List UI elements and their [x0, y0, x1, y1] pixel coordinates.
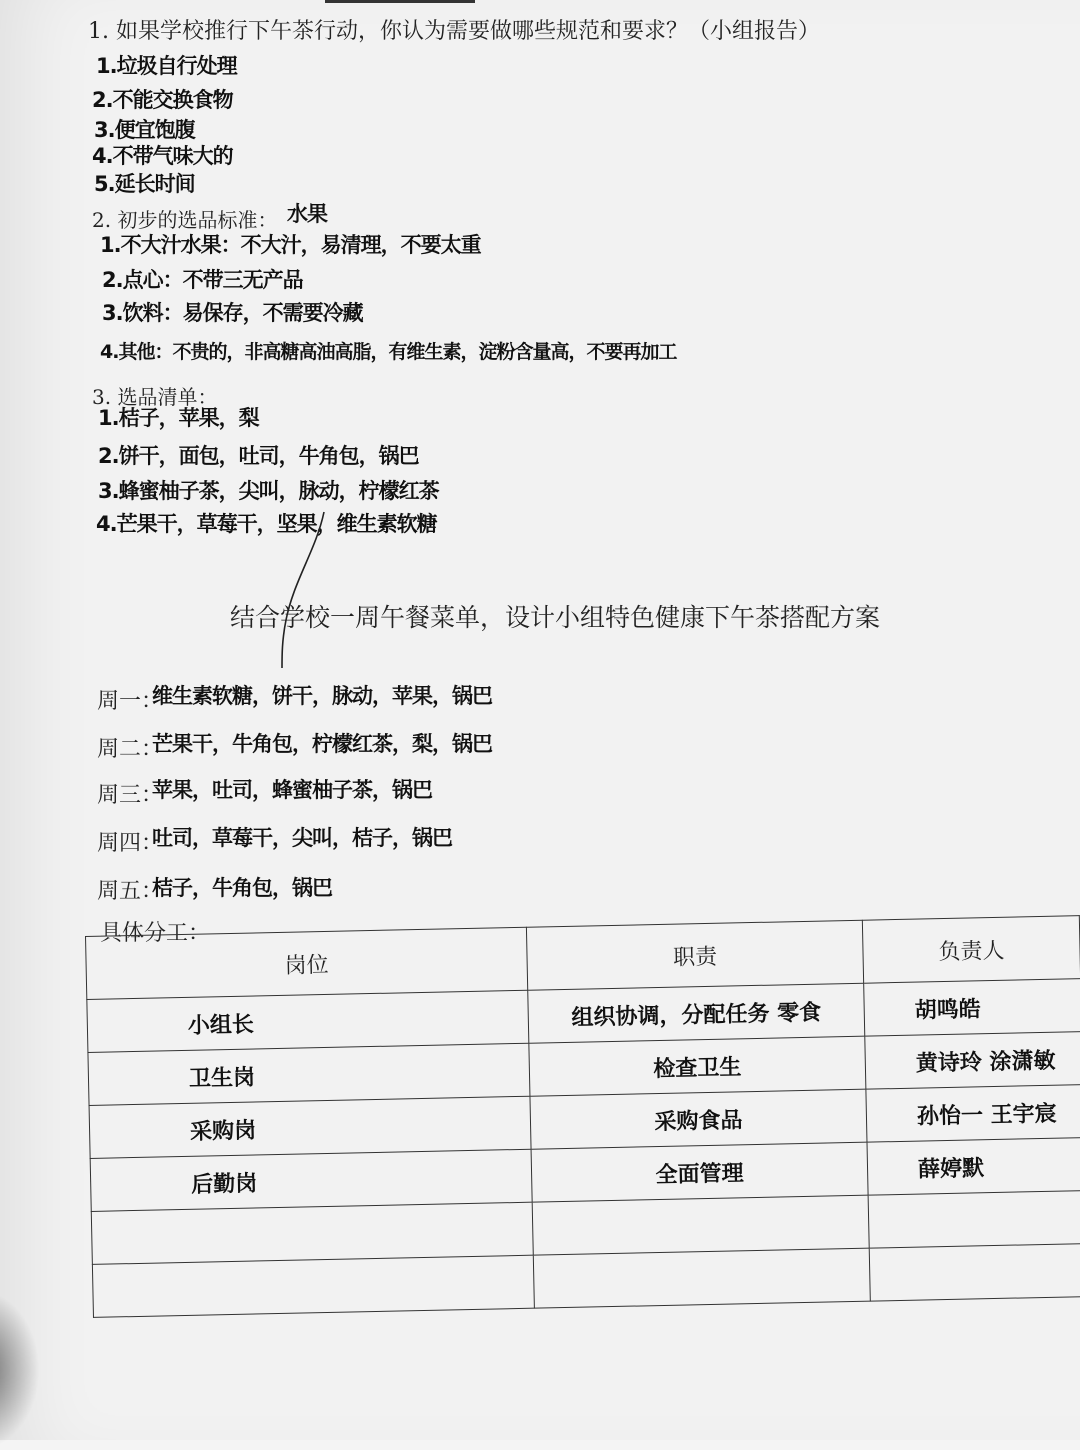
post-cell	[91, 1202, 533, 1264]
person-cell	[869, 1244, 1080, 1302]
q1-answer-2: 2.不能交换食物	[92, 88, 233, 112]
wednesday-label: 周三：	[97, 783, 164, 808]
question-2-handwritten-note: 水果	[287, 202, 327, 226]
q3-answer-3: 3.蜂蜜柚子茶，尖叫，脉动，柠檬红茶	[98, 479, 439, 503]
person-cell: 薛婷默	[867, 1138, 1080, 1196]
post-cell: 后勤岗	[90, 1149, 532, 1211]
q3-answer-2: 2.饼干，面包，吐司，牛角包，锅巴	[98, 444, 419, 468]
header-person: 负责人	[862, 916, 1080, 984]
pen-stroke-line	[276, 510, 336, 670]
duty-cell: 采购食品	[530, 1089, 867, 1149]
thursday-items: 吐司，草莓干，尖叫，桔子，锅巴	[152, 826, 452, 850]
plan-title: 结合学校一周午餐菜单，设计小组特色健康下午茶搭配方案	[230, 603, 881, 632]
friday-label: 周五：	[97, 879, 164, 904]
q1-answer-4: 4.不带气味大的	[92, 144, 233, 168]
duty-cell	[533, 1248, 870, 1308]
tuesday-label: 周二：	[97, 737, 164, 762]
duty-cell: 全面管理	[531, 1142, 868, 1202]
finger-shadow	[0, 1290, 40, 1450]
header-duty: 职责	[526, 920, 863, 990]
question-2-title: 2. 初步的选品标准：	[92, 208, 278, 232]
duty-cell: 检查卫生	[529, 1036, 866, 1096]
division-table	[85, 915, 1080, 1318]
division-label: 具体分工：	[100, 921, 211, 946]
person-cell: 黄诗玲 涂潇敏	[865, 1032, 1080, 1090]
q2-answer-2: 2.点心：不带三无产品	[102, 268, 303, 292]
q2-answer-1: 1.不大汁水果：不大汁，易清理，不要太重	[100, 233, 481, 257]
monday-label: 周一：	[97, 689, 164, 714]
person-cell: 孙怡一 王宇宸	[866, 1085, 1080, 1143]
q2-answer-4: 4.其他：不贵的，非高糖高油高脂，有维生素，淀粉含量高，不要再加工	[100, 341, 677, 363]
duty-cell: 组织协调，分配任务 零食	[528, 983, 865, 1043]
post-cell: 采购岗	[89, 1096, 531, 1158]
q3-answer-1: 1.桔子，苹果，梨	[98, 406, 259, 430]
wednesday-items: 苹果，吐司，蜂蜜柚子茶，锅巴	[152, 778, 432, 802]
duty-cell	[532, 1195, 869, 1255]
q3-answer-4: 4.芒果干，草莓干，坚果，维生素软糖	[96, 512, 437, 536]
friday-items: 桔子，牛角包，锅巴	[152, 876, 332, 900]
person-cell: 胡鸣皓	[864, 979, 1080, 1037]
header-post: 岗位	[86, 927, 528, 999]
question-3-title: 3. 选品清单：	[92, 385, 218, 409]
thursday-label: 周四：	[97, 831, 164, 856]
q1-answer-5: 5.延长时间	[94, 172, 195, 196]
q1-answer-1: 1.垃圾自行处理	[96, 54, 237, 78]
question-1-title: 1. 如果学校推行下午茶行动，你认为需要做哪些规范和要求？（小组报告）	[88, 19, 820, 44]
person-cell	[868, 1191, 1080, 1249]
tuesday-items: 芒果干，牛角包，柠檬红茶，梨，锅巴	[152, 732, 492, 756]
q2-answer-3: 3.饮料：易保存，不需要冷藏	[102, 301, 363, 325]
post-cell: 小组长	[87, 990, 529, 1052]
post-cell: 卫生岗	[88, 1043, 530, 1105]
q1-answer-3: 3.便宜饱腹	[94, 118, 195, 142]
post-cell	[92, 1255, 534, 1317]
top-rule	[325, 0, 475, 3]
monday-items: 维生素软糖，饼干，脉动，苹果，锅巴	[152, 684, 492, 708]
